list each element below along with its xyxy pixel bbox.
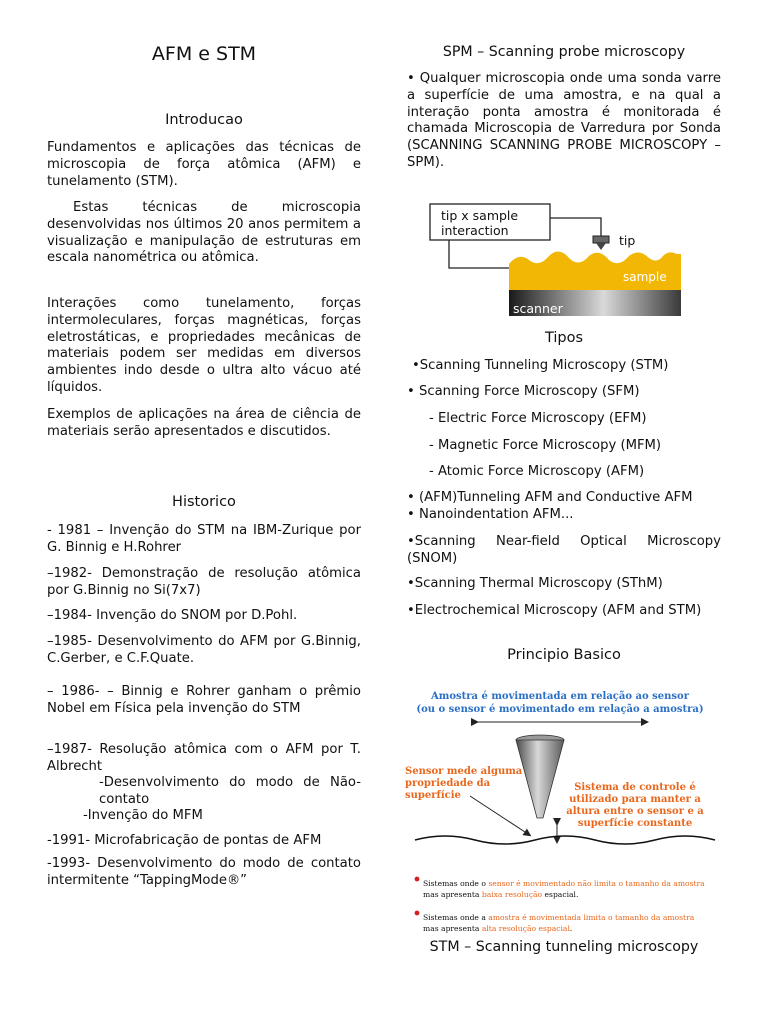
tip-label: tip (619, 233, 636, 248)
hist-item: – 1986- – Binnig e Rohrer ganham o prêmio Nobel em Física pela invenção do STM (47, 684, 361, 716)
tip-icon (596, 243, 606, 250)
tipo-item: •Scanning Thermal Microscopy (SThM) (407, 576, 663, 591)
tipo-subitem: - Electric Force Microscopy (EFM) (429, 411, 647, 426)
intro-paragraph-1: Fundamentos e aplicações das técnicas de microscopia de força atômica (AFM) e tunelamento (STM). (47, 140, 361, 189)
hist-item: –1987- Resolução atômica com o AFM por T. Albrecht (47, 742, 361, 774)
tipos-heading: Tipos (544, 330, 584, 346)
bullet-icon (415, 877, 420, 882)
spm-heading: SPM – Scanning probe microscopy (442, 44, 686, 60)
tipo-item: •Scanning Tunneling Microscopy (STM) (412, 358, 669, 373)
note-1-line-2: mas apresenta baixa resolução espacial. (423, 890, 579, 899)
bullet-icon (415, 911, 420, 916)
intro-heading: Introducao (165, 112, 243, 128)
control-label-2: utilizado para manter a (569, 794, 701, 805)
sensor-cone (516, 740, 564, 818)
hist-item: -1991- Microfabricação de pontas de AFM (47, 833, 322, 848)
movement-label-2: (ou o sensor é movimentado em relação a amostra) (416, 704, 704, 715)
hist-item: -Invenção do MFM (83, 808, 203, 823)
tipo-item: •Electrochemical Microscopy (AFM and STM) (407, 603, 702, 618)
spm-diagram (427, 198, 697, 320)
note-2-line-1: Sistemas onde a amostra é movimentada limita o tamanho da amostra (423, 913, 695, 922)
box-label-2: interaction (441, 223, 509, 238)
sensor-label-2: propriedade da (405, 778, 491, 789)
tipo-item: •Scanning Near-field Optical Microscopy (SNOM) (407, 534, 721, 566)
pointer-arrow-icon (470, 796, 528, 834)
sample-label: sample (623, 270, 667, 284)
box-label-1: tip x sample (441, 208, 519, 223)
sensor-label-1: Sensor mede alguma (405, 766, 523, 777)
intro-paragraph-4: Exemplos de aplicações na área de ciência de materiais serão apresentados e discutidos. (47, 407, 361, 439)
control-label-4: superfície constante (577, 818, 693, 829)
intro-paragraph-2: Estas técnicas de microscopia desenvolvidas nos últimos 20 anos permitem a visualização e manipulação de estruturas em escala nanométrica ou atômica. (47, 200, 361, 266)
tipo-item: • Scanning Force Microscopy (SFM) (407, 384, 640, 399)
hist-item: -Desenvolvimento do modo de Não-contato (99, 775, 361, 807)
hist-item: –1984- Invenção do SNOM por D.Pohl. (47, 608, 298, 623)
tipo-item: • Nanoindentation AFM... (407, 507, 574, 522)
historico-heading: Historico (172, 494, 236, 510)
stm-heading: STM – Scanning tunneling microscopy (429, 939, 699, 955)
sensor-label-3: superfície (405, 790, 461, 801)
note-1-line-1: Sistemas onde o sensor é movimentado não limita o tamanho da amostra (423, 879, 705, 888)
connector-line (449, 240, 509, 268)
tipo-item: • (AFM)Tunneling AFM and Conductive AFM (407, 490, 693, 505)
tipo-subitem: - Magnetic Force Microscopy (MFM) (429, 438, 662, 453)
tip-holder (593, 236, 609, 243)
hist-item: -1993- Desenvolvimento do modo de contato intermitente “TappingMode®” (47, 856, 361, 888)
hist-item: - 1981 – Invenção do STM na IBM-Zurique por G. Binnig e H.Rohrer (47, 523, 361, 555)
tipo-subitem: - Atomic Force Microscopy (AFM) (429, 464, 645, 479)
hist-item: –1985- Desenvolvimento do AFM por G.Binnig, C.Gerber, e C.F.Quate. (47, 634, 361, 666)
note-2-line-2: mas apresenta alta resolução espacial. (423, 924, 573, 933)
principle-diagram (395, 684, 725, 938)
connector-line-2 (550, 218, 601, 236)
control-label-3: altura entre o sensor e a (566, 806, 704, 817)
surface-line (415, 836, 715, 844)
page-title: AFM e STM (151, 43, 257, 65)
intro-paragraph-3: Interações como tunelamento, forças intermoleculares, forças magnéticas, forças eletrostáticas, e propriedades mecânicas de materiais podem ser medidas em diversos ambientes indo desde o ultra alto vácuo até líquidos. (47, 296, 361, 395)
scanner-label: scanner (513, 301, 563, 316)
spm-text: • Qualquer microscopia onde uma sonda varre a superfície de uma amostra, e na qual a interação ponta amostra é monitorada é chamada Microscopia de Varredura por Sonda (SCANNING SCANNING PROBE MICROSCOPY – SPM). (407, 71, 721, 170)
principio-heading: Principio Basico (507, 647, 621, 663)
hist-item: –1982- Demonstração de resolução atômica por G.Binnig no Si(7x7) (47, 566, 361, 598)
control-label-1: Sistema de controle é (574, 782, 696, 793)
movement-label-1: Amostra é movimentada em relação ao sensor (431, 691, 689, 702)
